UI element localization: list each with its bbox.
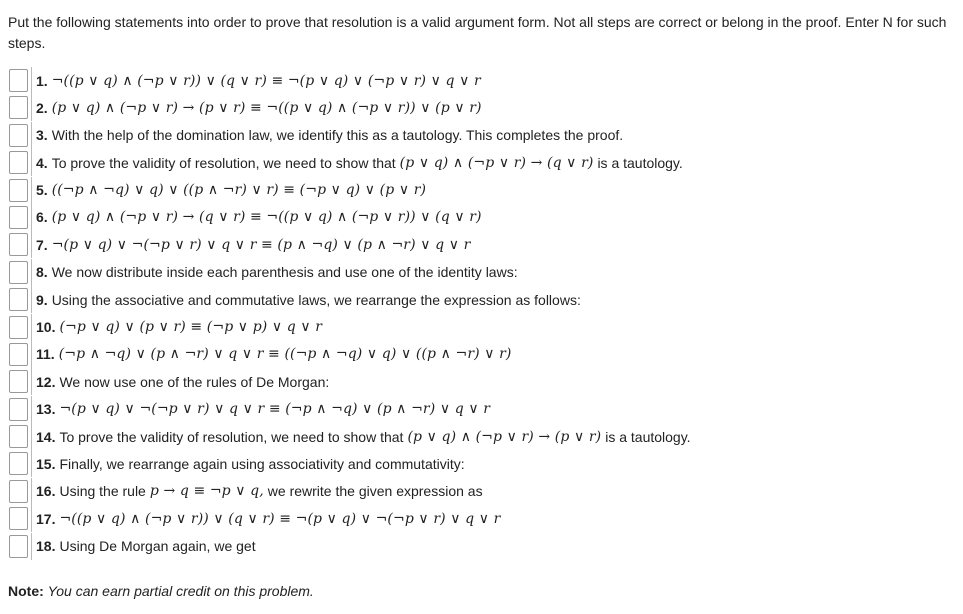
step-text: We now distribute inside each parenthesis and use one of the identity laws: xyxy=(51,264,518,281)
step-order-input[interactable] xyxy=(10,508,27,529)
step-row xyxy=(9,231,949,258)
step-order-input[interactable] xyxy=(10,207,27,228)
step-text-before: To prove the validity of resolution, we need to show that xyxy=(51,154,396,171)
step-row xyxy=(9,67,949,94)
step-number: 15. xyxy=(36,455,56,472)
note-text: You can earn partial credit on this problem. xyxy=(47,583,314,599)
step-text-after: is a tautology. xyxy=(605,428,691,445)
step-order-box[interactable] xyxy=(9,206,28,229)
step-order-input[interactable] xyxy=(10,399,27,420)
step-order-input[interactable] xyxy=(10,371,27,392)
step-math: ¬((p ∨ q) ∧ (¬p ∨ r)) ∨ (q ∨ r) ≡ ¬(p ∨ q) ∨ ¬(¬p ∨ r) ∨ q ∨ r xyxy=(59,510,501,527)
step-number: 3. xyxy=(36,127,48,144)
step-content xyxy=(31,286,949,313)
step-content xyxy=(31,505,949,532)
step-text: With the help of the domination law, we identify this as a tautology. This completes the proof. xyxy=(51,127,624,144)
step-number: 2. xyxy=(36,99,48,116)
step-row xyxy=(9,122,949,149)
step-content xyxy=(31,396,949,423)
step-math: (p ∨ q) ∧ (¬p ∨ r) → (q ∨ r) ≡ ¬((p ∨ q) ∧ (¬p ∨ r)) ∨ (q ∨ r) xyxy=(51,209,482,226)
step-order-input[interactable] xyxy=(10,317,27,338)
step-order-box[interactable] xyxy=(9,179,28,202)
step-order-box[interactable] xyxy=(9,124,28,147)
step-order-box[interactable] xyxy=(9,425,28,448)
step-number: 16. xyxy=(36,483,56,500)
step-math: (¬p ∨ q) ∨ (p ∨ r) ≡ (¬p ∨ p) ∨ q ∨ r xyxy=(59,319,323,336)
step-row xyxy=(9,314,949,341)
step-order-input[interactable] xyxy=(10,70,27,91)
step-row xyxy=(9,396,949,423)
step-order-input[interactable] xyxy=(10,453,27,474)
step-content xyxy=(31,204,949,231)
step-content xyxy=(31,314,949,341)
step-content xyxy=(31,177,949,204)
step-text: We now use one of the rules of De Morgan: xyxy=(59,373,330,390)
step-text: Using De Morgan again, we get xyxy=(59,538,256,555)
step-order-input[interactable] xyxy=(10,289,27,310)
top-edge xyxy=(0,0,963,3)
step-number: 5. xyxy=(36,182,48,199)
step-number: 10. xyxy=(36,319,56,336)
step-number: 1. xyxy=(36,72,48,89)
step-text-after: we rewrite the given expression as xyxy=(267,483,483,500)
step-order-input[interactable] xyxy=(10,180,27,201)
step-content xyxy=(31,341,949,368)
step-number: 7. xyxy=(36,236,48,253)
step-content xyxy=(31,423,949,450)
step-content xyxy=(31,231,949,258)
step-order-box[interactable] xyxy=(9,288,28,311)
step-content xyxy=(31,67,949,94)
step-row xyxy=(9,533,949,560)
step-order-input[interactable] xyxy=(10,262,27,283)
step-row xyxy=(9,450,949,477)
step-order-box[interactable] xyxy=(9,69,28,92)
step-content xyxy=(31,259,949,286)
step-order-box[interactable] xyxy=(9,96,28,119)
step-math: ¬(p ∨ q) ∨ ¬(¬p ∨ r) ∨ q ∨ r ≡ (¬p ∧ ¬q) ∨ (p ∧ ¬r) ∨ q ∨ r xyxy=(59,401,491,418)
step-math: p → q ≡ ¬p ∨ q, xyxy=(149,483,264,500)
step-order-box[interactable] xyxy=(9,151,28,174)
step-number: 18. xyxy=(36,538,56,555)
step-math: ¬(p ∨ q) ∨ ¬(¬p ∨ r) ∨ q ∨ r ≡ (p ∧ ¬q) ∨ (p ∧ ¬r) ∨ q ∨ r xyxy=(51,236,471,253)
step-text-before: To prove the validity of resolution, we need to show that xyxy=(59,428,404,445)
step-number: 13. xyxy=(36,401,56,418)
step-number: 8. xyxy=(36,264,48,281)
step-content xyxy=(31,533,949,560)
step-row xyxy=(9,368,949,395)
steps-list xyxy=(9,67,949,560)
step-math: ¬((p ∨ q) ∧ (¬p ∨ r)) ∨ (q ∨ r) ≡ ¬(p ∨ q) ∨ (¬p ∨ r) ∨ q ∨ r xyxy=(51,72,481,89)
step-number: 14. xyxy=(36,428,56,445)
step-order-input[interactable] xyxy=(10,426,27,447)
step-number: 6. xyxy=(36,209,48,226)
step-number: 11. xyxy=(36,346,55,363)
step-math: (p ∨ q) ∧ (¬p ∨ r) → (q ∨ r) xyxy=(399,154,594,171)
note-label: Note: xyxy=(8,583,44,599)
step-row xyxy=(9,177,949,204)
step-order-input[interactable] xyxy=(10,344,27,365)
step-row xyxy=(9,341,949,368)
step-text-before: Using the rule xyxy=(59,483,146,500)
step-content xyxy=(31,368,949,395)
step-row xyxy=(9,423,949,450)
step-number: 17. xyxy=(36,510,56,527)
step-order-input[interactable] xyxy=(10,536,27,557)
step-order-input[interactable] xyxy=(10,481,27,502)
step-row xyxy=(9,478,949,505)
step-content xyxy=(31,450,949,477)
step-order-box[interactable] xyxy=(9,233,28,256)
step-content xyxy=(31,149,949,176)
step-row xyxy=(9,505,949,532)
step-order-box[interactable] xyxy=(9,261,28,284)
step-number: 12. xyxy=(36,373,56,390)
step-row xyxy=(9,94,949,121)
step-order-input[interactable] xyxy=(10,234,27,255)
step-order-input[interactable] xyxy=(10,125,27,146)
note xyxy=(8,583,314,599)
step-order-input[interactable] xyxy=(10,152,27,173)
step-text: Finally, we rearrange again using associativity and commutativity: xyxy=(59,455,465,472)
step-math: (¬p ∧ ¬q) ∨ (p ∧ ¬r) ∨ q ∨ r ≡ ((¬p ∧ ¬q) ∨ q) ∨ ((p ∧ ¬r) ∨ r) xyxy=(58,346,512,363)
step-order-input[interactable] xyxy=(10,97,27,118)
instructions: Put the following statements into order to prove that resolution is a valid argument form. Not all steps are correct or belong in the proof. Enter N for such steps. xyxy=(8,14,947,51)
step-row xyxy=(9,259,949,286)
step-content xyxy=(31,478,949,505)
step-content xyxy=(31,122,949,149)
step-row xyxy=(9,149,949,176)
step-content xyxy=(31,94,949,121)
step-text-after: is a tautology. xyxy=(597,154,683,171)
step-order-box[interactable] xyxy=(9,343,28,366)
step-order-box[interactable] xyxy=(9,507,28,530)
step-order-box[interactable] xyxy=(9,480,28,503)
step-order-box[interactable] xyxy=(9,370,28,393)
step-order-box[interactable] xyxy=(9,316,28,339)
step-row xyxy=(9,286,949,313)
step-math: ((¬p ∧ ¬q) ∨ q) ∨ ((p ∧ ¬r) ∨ r) ≡ (¬p ∨ q) ∨ (p ∨ r) xyxy=(51,182,427,199)
step-order-box[interactable] xyxy=(9,452,28,475)
step-row xyxy=(9,204,949,231)
step-order-box[interactable] xyxy=(9,398,28,421)
step-number: 4. xyxy=(36,154,48,171)
step-math: (p ∨ q) ∧ (¬p ∨ r) → (p ∨ r) ≡ ¬((p ∨ q) ∧ (¬p ∨ r)) ∨ (p ∨ r) xyxy=(51,99,482,116)
step-text: Using the associative and commutative laws, we rearrange the expression as follows: xyxy=(51,291,581,308)
step-number: 9. xyxy=(36,291,48,308)
step-math: (p ∨ q) ∧ (¬p ∨ r) → (p ∨ r) xyxy=(407,428,602,445)
step-order-box[interactable] xyxy=(9,535,28,558)
